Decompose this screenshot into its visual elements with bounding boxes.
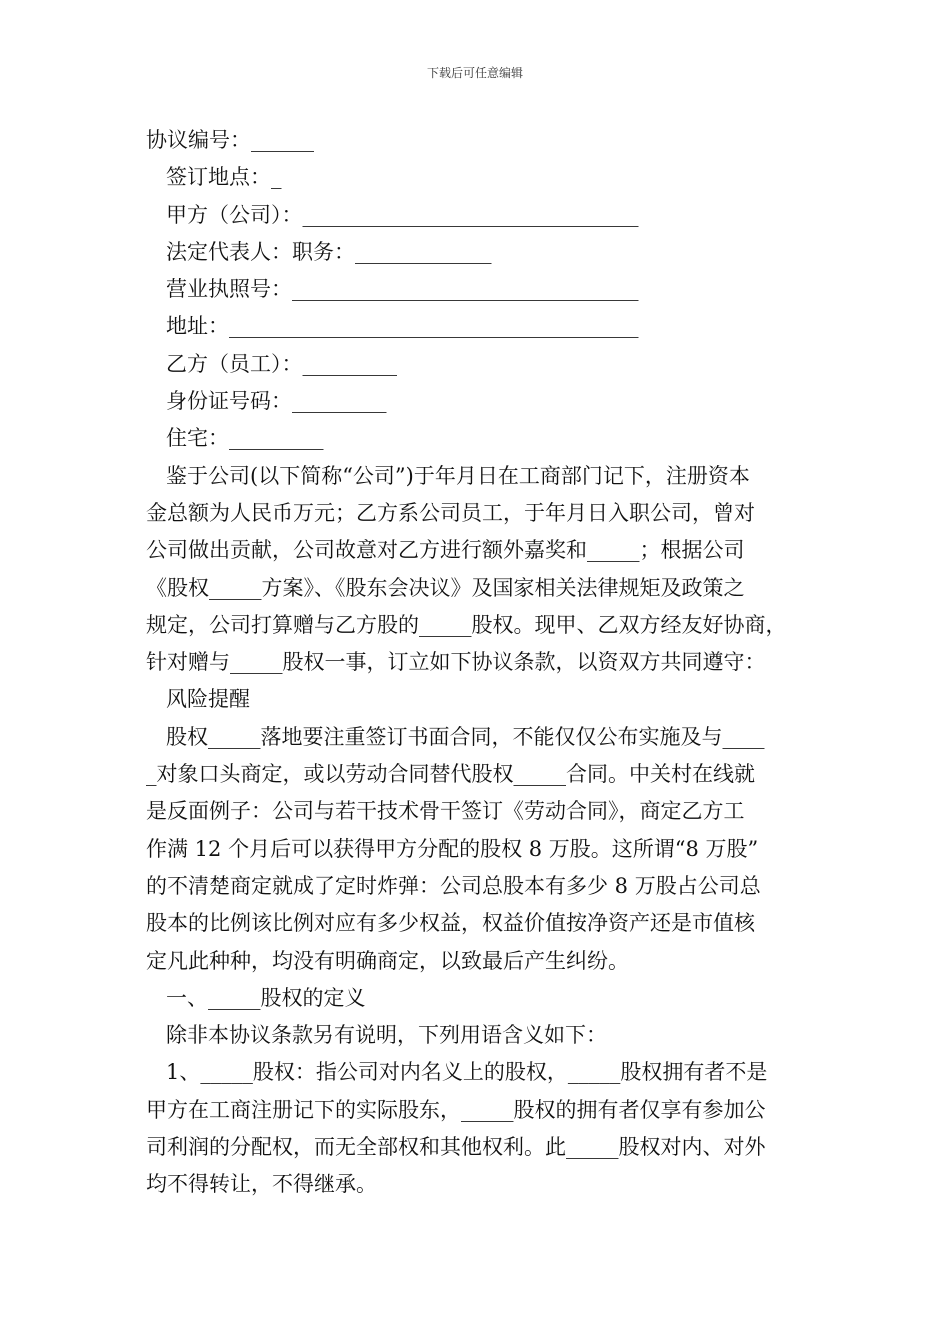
section-lead: 除非本协议条款另有说明，下列用语含义如下： <box>166 1023 607 1048</box>
risk-line: _对象口头商定，或以劳动合同替代股权_____合同。中关村在线就 <box>146 762 755 787</box>
intro-line: 公司做出贡献，公司故意对乙方进行额外嘉奖和_____；根据公司 <box>146 538 745 563</box>
definition-line: 甲方在工商注册记下的实际股东，_____股权的拥有者仅享有参加公 <box>146 1097 766 1122</box>
field-signing-place: 签订地点：_ <box>166 165 282 190</box>
field-address: 地址：_______________________________________ <box>166 314 639 339</box>
field-legal-representative: 法定代表人：职务：_____________ <box>166 239 492 264</box>
intro-line: 鉴于公司(以下简称“公司”)于年月日在工商部门记下，注册资本 <box>166 463 750 488</box>
risk-line: 股本的比例该比例对应有多少权益，权益价值按净资产还是市值核 <box>146 911 755 936</box>
intro-line: 针对赠与_____股权一事，订立如下协议条款，以资双方共同遵守： <box>146 650 766 675</box>
risk-title: 风险提醒 <box>166 687 250 712</box>
document-body <box>146 122 818 1204</box>
intro-paragraph <box>146 458 818 682</box>
definition-item-1 <box>146 1054 818 1203</box>
risk-line: 定凡此种种，均没有明确商定，以致最后产生纠纷。 <box>146 948 629 973</box>
section-heading: 一、_____股权的定义 <box>166 985 366 1010</box>
risk-line: 作满 12 个月后可以获得甲方分配的股权 8 万股。这所谓“8 万股” <box>146 836 759 861</box>
intro-line: 金总额为人民币万元；乙方系公司员工，于年月日入职公司，曾对 <box>146 500 755 525</box>
definition-line: 均不得转让，不得继承。 <box>146 1172 377 1197</box>
risk-line: 是反面例子：公司与若干技术骨干签订《劳动合同》，商定乙方工 <box>146 799 745 824</box>
intro-line: 《股权_____方案》、《股东会决议》及国家相关法律规矩及政策之 <box>146 575 745 600</box>
risk-line: 股权_____落地要注重签订书面合同，不能仅仅公布实施及与____ <box>166 724 765 749</box>
field-agreement-number: 协议编号：______ <box>146 128 314 152</box>
risk-paragraph <box>146 719 818 980</box>
definition-line: 司利润的分配权，而无全部权和其他权利。此_____股权对内、对外 <box>146 1135 766 1160</box>
field-business-license: 营业执照号：_________________________________ <box>166 277 639 302</box>
page-header: 下载后可任意编辑 <box>426 66 523 80</box>
field-id-number: 身份证号码：_________ <box>166 389 387 414</box>
intro-line: 规定，公司打算赠与乙方股的_____股权。现甲、乙双方经友好协商， <box>146 612 787 637</box>
field-residence: 住宅：_________ <box>166 426 324 451</box>
definition-line: 1、_____股权：指公司对内名义上的股权，_____股权拥有者不是 <box>166 1060 768 1085</box>
field-party-b: 乙方（员工）：_________ <box>166 351 397 376</box>
risk-line: 的不清楚商定就成了定时炸弹：公司总股本有多少 8 万股占公司总 <box>146 873 761 898</box>
field-party-a: 甲方（公司）：________________________________ <box>166 202 639 227</box>
